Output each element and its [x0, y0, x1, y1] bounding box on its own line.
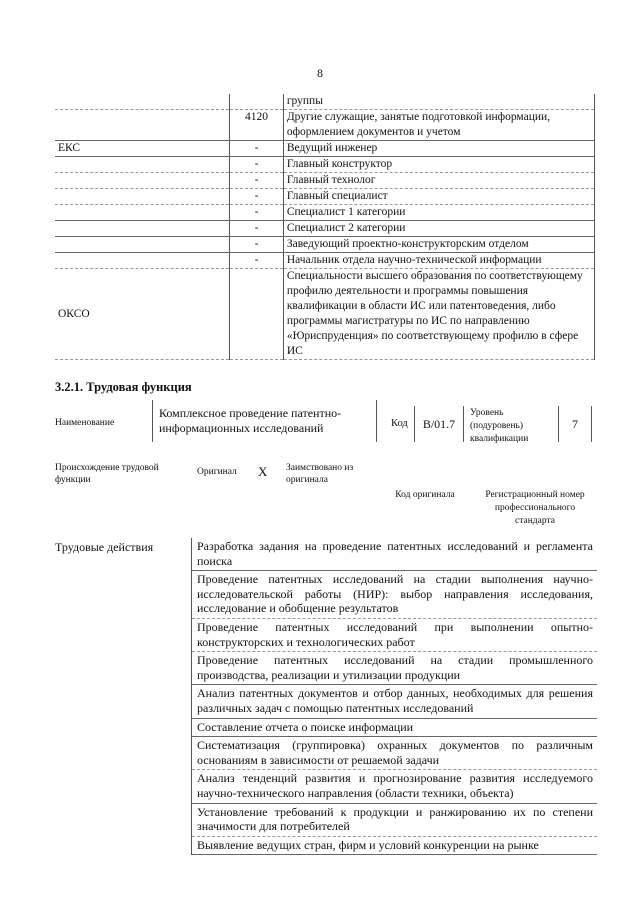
classification-table	[55, 94, 595, 360]
original-label: Оригинал	[197, 467, 237, 477]
table-cell-code	[230, 269, 284, 360]
list-item: Разработка задания на проведение патентных исследований и регламента поиска	[192, 538, 597, 571]
code-label: Код	[391, 418, 408, 429]
table-cell-text: Заведующий проектно-конструкторским отделом	[283, 237, 594, 253]
table-cell-text: Специалист 2 категории	[283, 221, 594, 237]
table-cell-code: -	[230, 221, 284, 237]
table-cell-code: 4120	[230, 110, 284, 141]
code-value: B/01.7	[414, 406, 464, 442]
table-cell-label	[55, 94, 230, 110]
table-cell-code: -	[230, 189, 284, 205]
list-item: Проведение патентных исследований при выполнении опытно-конструкторских и технологических работ	[192, 619, 597, 652]
table-cell-label	[55, 110, 230, 141]
table-cell-label	[55, 189, 230, 205]
labour-actions-list	[191, 538, 597, 855]
table-row	[55, 221, 595, 237]
table-cell-label	[55, 237, 230, 253]
table-cell-code: -	[230, 157, 284, 173]
list-item: Анализ тенденций развития и прогнозирование развития исследуемого научно-технического направления (области техники, объекта)	[192, 770, 597, 803]
table-row	[55, 94, 595, 110]
borrowed-label: Заимствовано из оригинала	[286, 463, 354, 485]
list-item: Систематизация (группировка) охранных документов по различным основаниям в зависимости от решаемой задачи	[192, 737, 597, 770]
table-cell-text: Главный технолог	[283, 173, 594, 189]
table-cell-label: ОКСО	[55, 269, 230, 360]
function-name: Комплексное проведение патентно-информационных исследований	[152, 400, 377, 442]
table-cell-text: Другие служащие, занятые подготовкой информации, оформлением документов и учетом	[283, 110, 594, 141]
table-row	[55, 141, 595, 157]
reg-number-label: Регистрационный номер профессионального стандарта	[485, 490, 585, 526]
list-item: Анализ патентных документов и отбор данных, необходимых для решения различных задач с помощью патентных исследований	[192, 685, 597, 718]
table-cell-label	[55, 253, 230, 269]
level-label: Уровень (подуровень) квалификации	[470, 408, 529, 444]
table-row	[55, 173, 595, 189]
table-cell-code: -	[230, 141, 284, 157]
table-cell-label	[55, 173, 230, 189]
labour-actions-label: Трудовые действия	[55, 540, 154, 554]
name-label: Наименование	[55, 418, 115, 428]
table-cell-label	[55, 205, 230, 221]
table-row	[55, 269, 595, 360]
table-cell-code: -	[230, 205, 284, 221]
table-cell-text: Главный специалист	[283, 189, 594, 205]
table-cell-text: Специалист 1 категории	[283, 205, 594, 221]
table-cell-label: ЕКС	[55, 141, 230, 157]
table-row	[55, 205, 595, 221]
list-item: Установление требований к продукции и ранжированию их по степени значимости для потребителей	[192, 804, 597, 837]
list-item: Проведение патентных исследований на стадии выполнения научно-исследовательской работы (НИР): выбор направления исследования, исследование и обобщение результатов	[192, 571, 597, 619]
table-cell-code: -	[230, 237, 284, 253]
table-cell-text: группы	[283, 94, 594, 110]
section-title: 3.2.1. Трудовая функция	[55, 380, 192, 394]
page-number: 8	[317, 66, 323, 80]
original-mark: X	[258, 464, 268, 479]
code-original-label: Код оригинала	[395, 490, 455, 500]
table-cell-text: Специальности высшего образования по соответствующему профилю деятельности и программы повышения квалификации в области ИС или патентоведения, либо программы магистратуры по ИС по направлению «Юриспруденция» по соответствующему профилю в сфере ИС	[283, 269, 594, 360]
table-cell-code: -	[230, 253, 284, 269]
table-cell-label	[55, 157, 230, 173]
table-cell-text: Начальник отдела научно-технической информации	[283, 253, 594, 269]
list-item: Выявление ведущих стран, фирм и условий конкуренции на рынке	[192, 837, 597, 856]
table-row	[55, 157, 595, 173]
table-cell-code	[230, 94, 284, 110]
table-cell-code: -	[230, 173, 284, 189]
origin-label: Происхождение трудовой функции	[55, 463, 159, 485]
table-cell-text: Ведущий инженер	[283, 141, 594, 157]
table-cell-label	[55, 221, 230, 237]
level-value: 7	[558, 406, 592, 442]
table-row	[55, 237, 595, 253]
list-item: Проведение патентных исследований на стадии промышленного производства, реализации и утилизации продукции	[192, 652, 597, 685]
table-row	[55, 110, 595, 141]
table-row	[55, 253, 595, 269]
table-cell-text: Главный конструктор	[283, 157, 594, 173]
table-row	[55, 189, 595, 205]
list-item: Составление отчета о поиске информации	[192, 719, 597, 738]
